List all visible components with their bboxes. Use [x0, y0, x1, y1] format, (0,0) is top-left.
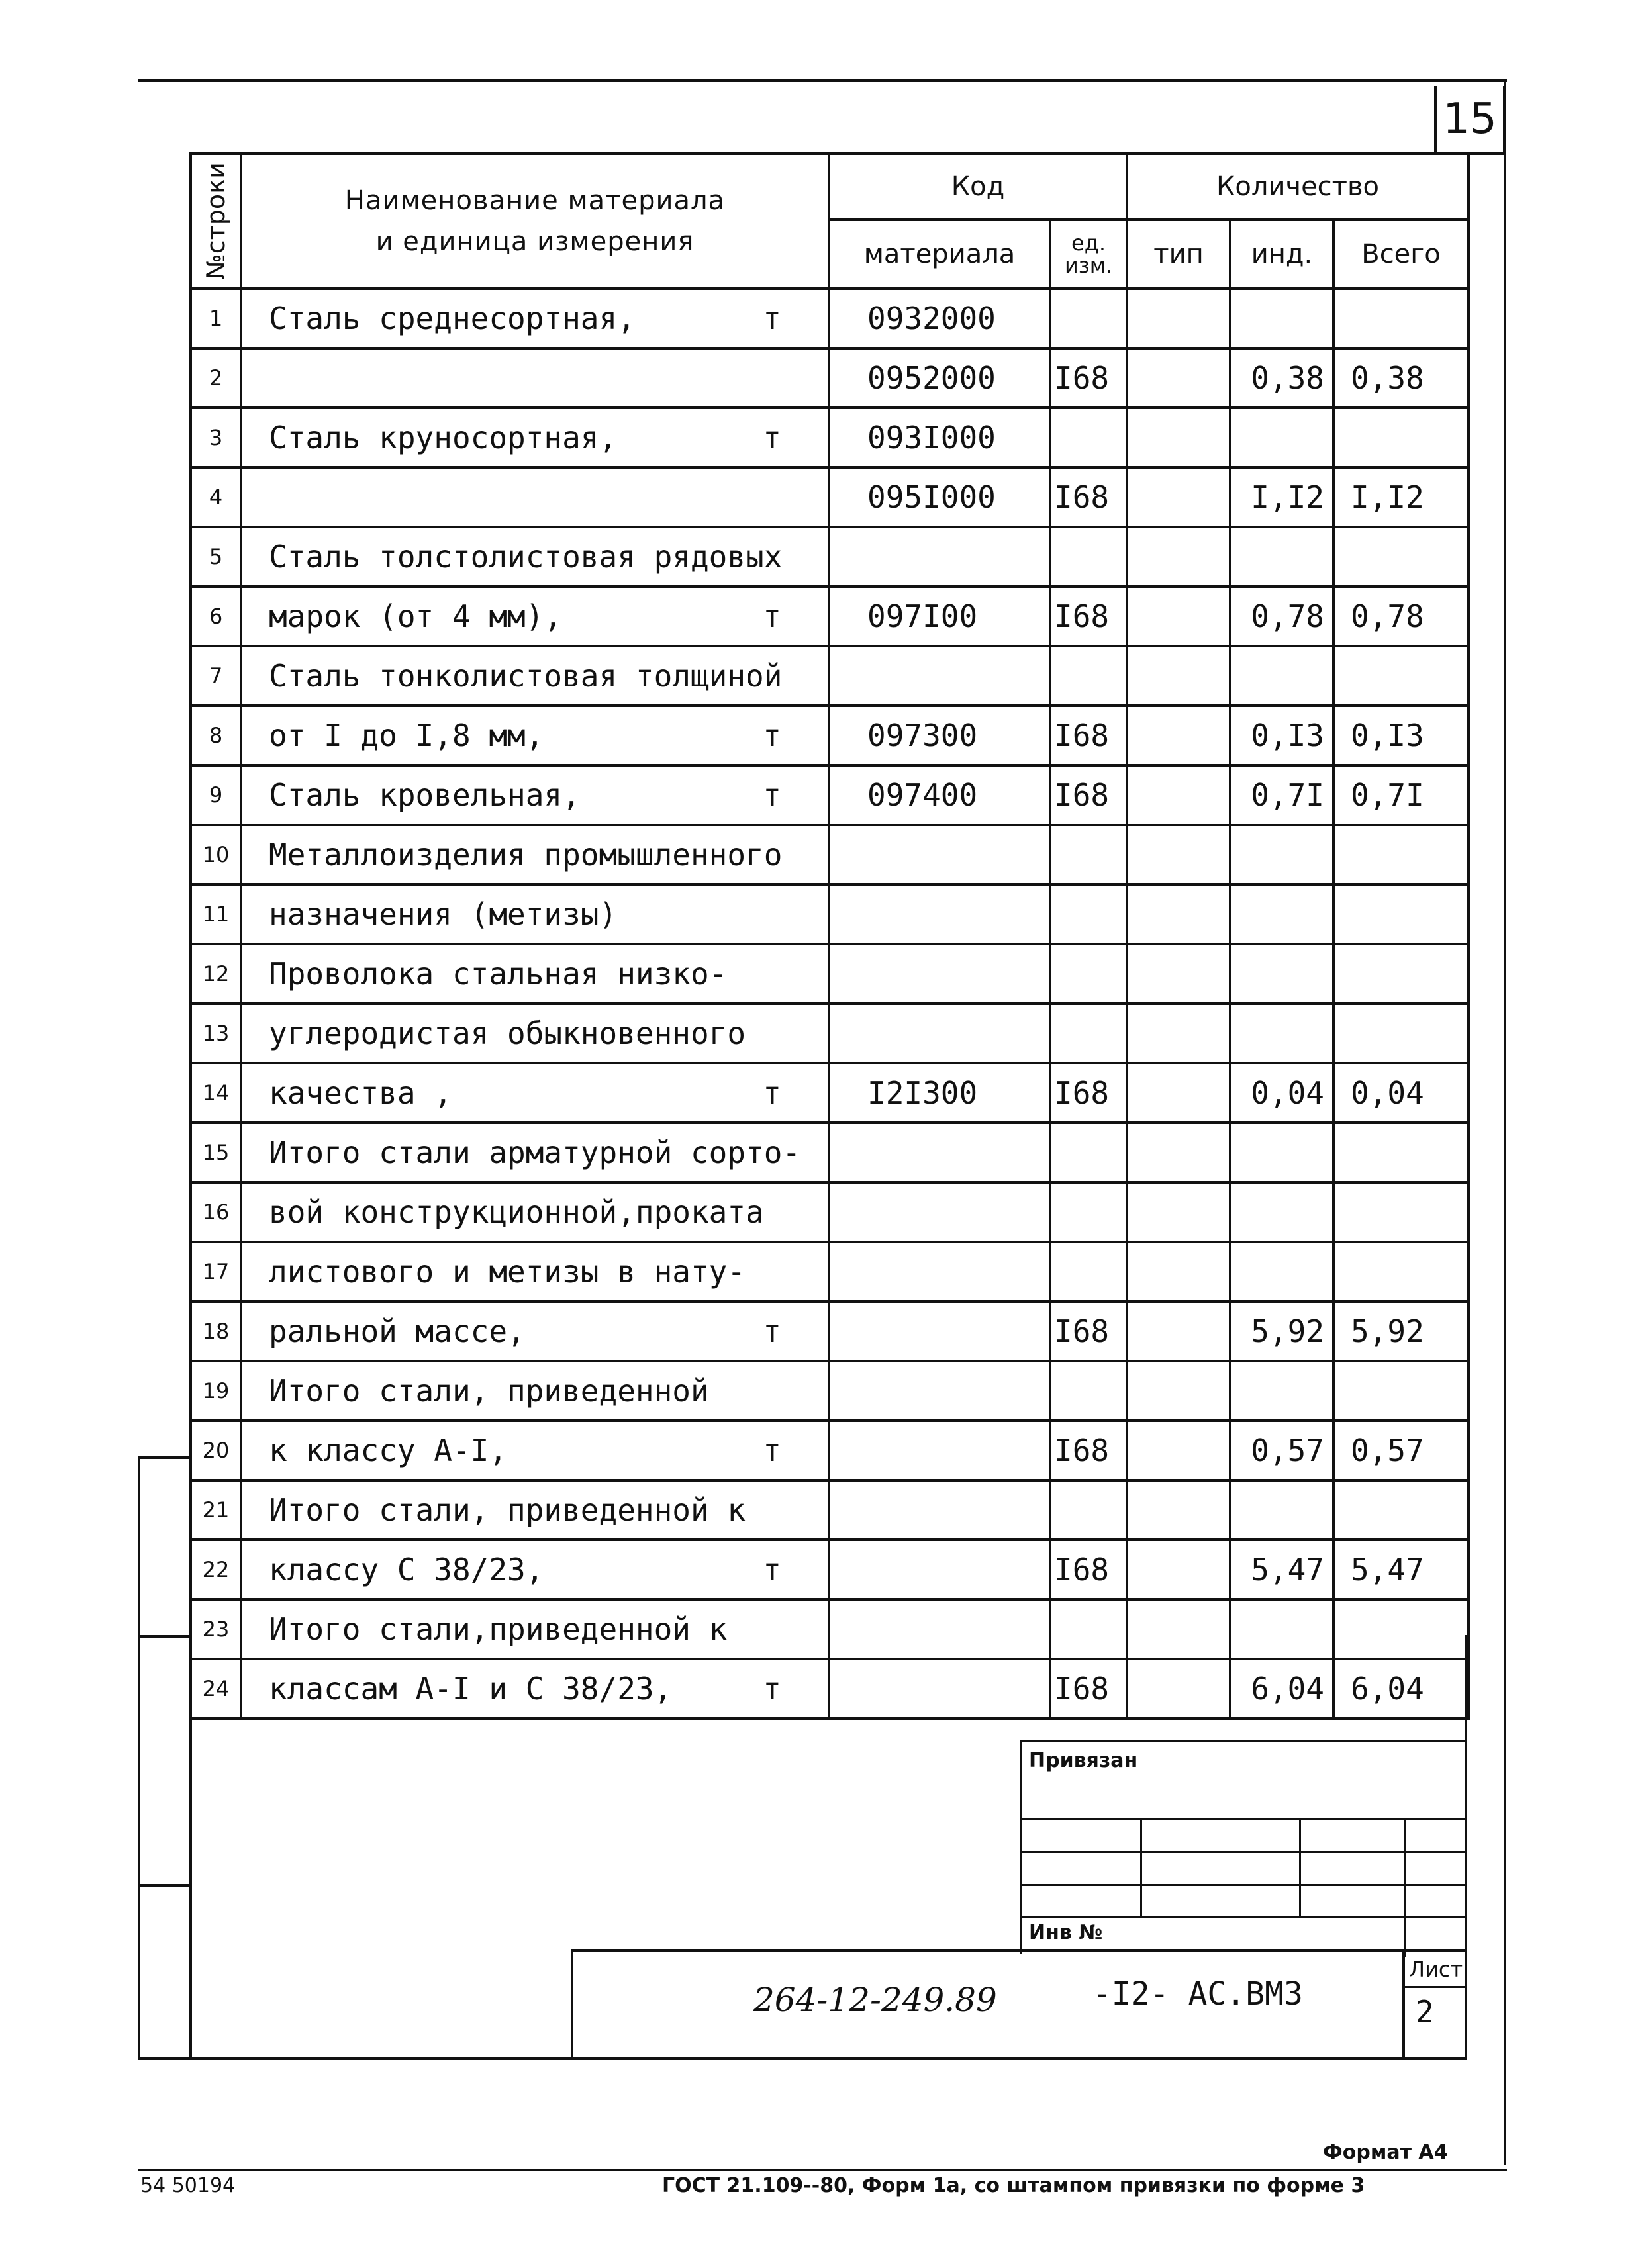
row-material-code: 095I000	[829, 467, 1050, 527]
top-border-line	[138, 79, 1507, 82]
row-qty-total: 0,04	[1333, 1063, 1469, 1123]
row-unit-code: I68	[1050, 587, 1127, 646]
material-name-header-line1: Наименование материала	[344, 185, 726, 216]
table-row	[191, 1599, 1469, 1659]
row-qty-ind: 0,04	[1230, 1063, 1333, 1123]
row-qty-ind: 5,92	[1230, 1301, 1333, 1361]
row-unit-code	[1050, 944, 1127, 1004]
row-unit-text: т	[763, 718, 781, 753]
row-name-text: Сталь среднесортная,	[269, 301, 636, 336]
row-name	[241, 646, 829, 706]
row-name-text: Итого стали арматурной сорто-	[269, 1135, 801, 1170]
row-qty-total	[1333, 944, 1469, 1004]
footer-line	[138, 2169, 1507, 2171]
row-number: 10	[191, 825, 241, 884]
row-qty-ind	[1230, 1182, 1333, 1242]
row-qty-type	[1127, 527, 1230, 587]
row-name	[241, 825, 829, 884]
row-number: 9	[191, 765, 241, 825]
row-qty-total	[1333, 527, 1469, 587]
row-number: 15	[191, 1123, 241, 1182]
row-number: 12	[191, 944, 241, 1004]
table-row	[191, 825, 1469, 884]
binding-strip-line	[138, 1456, 140, 2060]
table-row	[191, 467, 1469, 527]
row-qty-total	[1333, 408, 1469, 467]
row-name-text: Итого стали, приведенной	[269, 1373, 709, 1409]
row-qty-type	[1127, 1004, 1230, 1063]
row-number: 13	[191, 1004, 241, 1063]
row-qty-type	[1127, 1063, 1230, 1123]
row-number: 4	[191, 467, 241, 527]
row-number: 20	[191, 1421, 241, 1480]
format-label: Формат А4	[1323, 2141, 1448, 2164]
row-qty-type	[1127, 1421, 1230, 1480]
row-unit-text: т	[763, 1313, 781, 1349]
row-qty-total	[1333, 884, 1469, 944]
row-qty-ind: 0,38	[1230, 348, 1333, 408]
row-name-text: листового и метизы в нату-	[269, 1254, 746, 1290]
row-material-code	[829, 1659, 1050, 1719]
stamp-vline-3	[1404, 1818, 1406, 1957]
row-unit-text: т	[763, 1075, 781, 1111]
row-qty-ind: I,I2	[1230, 467, 1333, 527]
row-name	[241, 1182, 829, 1242]
code-unit-header: ед. изм.	[1050, 220, 1127, 289]
row-name	[241, 1063, 829, 1123]
table-row	[191, 884, 1469, 944]
row-name	[241, 706, 829, 765]
table-row	[191, 408, 1469, 467]
row-name	[241, 408, 829, 467]
row-name-text: ральной массе,	[269, 1313, 526, 1349]
row-number: 22	[191, 1540, 241, 1599]
row-unit-code	[1050, 1361, 1127, 1421]
row-name	[241, 1242, 829, 1301]
row-qty-ind: 0,78	[1230, 587, 1333, 646]
stamp-inv-label: Инв №	[1029, 1921, 1103, 1944]
binding-strip-mark	[138, 1884, 192, 1887]
table-row	[191, 348, 1469, 408]
row-unit-text: т	[763, 598, 781, 634]
row-name	[241, 765, 829, 825]
row-qty-total: 0,57	[1333, 1421, 1469, 1480]
row-qty-type	[1127, 825, 1230, 884]
row-name	[241, 1301, 829, 1361]
row-number: 18	[191, 1301, 241, 1361]
table-row	[191, 1242, 1469, 1301]
row-number: 5	[191, 527, 241, 587]
row-name-text: Сталь круносортная,	[269, 420, 618, 455]
row-name-text: Металлоизделия промышленного	[269, 837, 783, 873]
row-qty-total: 0,7I	[1333, 765, 1469, 825]
row-qty-ind	[1230, 1480, 1333, 1540]
row-name	[241, 1421, 829, 1480]
row-qty-ind	[1230, 1004, 1333, 1063]
row-qty-total: 5,47	[1333, 1540, 1469, 1599]
row-number: 1	[191, 289, 241, 348]
table-row	[191, 289, 1469, 348]
row-unit-code: I68	[1050, 765, 1127, 825]
row-name-text: назначения (метизы)	[269, 896, 618, 932]
row-qty-type	[1127, 765, 1230, 825]
row-number: 21	[191, 1480, 241, 1540]
row-qty-total	[1333, 825, 1469, 884]
row-qty-ind	[1230, 944, 1333, 1004]
row-material-code	[829, 527, 1050, 587]
row-unit-code: I68	[1050, 706, 1127, 765]
row-material-code	[829, 1480, 1050, 1540]
row-unit-code	[1050, 1480, 1127, 1540]
title-block	[571, 1949, 1467, 2060]
row-qty-ind	[1230, 1599, 1333, 1659]
row-qty-type	[1127, 706, 1230, 765]
row-qty-total: 6,04	[1333, 1659, 1469, 1719]
row-material-code	[829, 884, 1050, 944]
row-qty-ind	[1230, 408, 1333, 467]
row-qty-ind	[1230, 825, 1333, 884]
row-qty-ind	[1230, 527, 1333, 587]
row-name	[241, 1540, 829, 1599]
table-row	[191, 706, 1469, 765]
row-qty-total	[1333, 1242, 1469, 1301]
row-material-code	[829, 944, 1050, 1004]
row-qty-type	[1127, 1123, 1230, 1182]
row-qty-ind	[1230, 1242, 1333, 1301]
spec-table-body	[191, 289, 1469, 1719]
table-row	[191, 646, 1469, 706]
row-qty-total	[1333, 1123, 1469, 1182]
row-qty-ind	[1230, 646, 1333, 706]
row-number: 23	[191, 1599, 241, 1659]
material-name-header-line2: и единица измерения	[375, 226, 695, 257]
table-row	[191, 1301, 1469, 1361]
row-unit-code	[1050, 1242, 1127, 1301]
table-row	[191, 1540, 1469, 1599]
row-qty-type	[1127, 944, 1230, 1004]
row-unit-code	[1050, 1599, 1127, 1659]
row-qty-total: 0,38	[1333, 348, 1469, 408]
stamp-vline-1	[1140, 1818, 1142, 1917]
row-name	[241, 944, 829, 1004]
row-material-code	[829, 1361, 1050, 1421]
row-unit-text: т	[763, 777, 781, 813]
table-row	[191, 1421, 1469, 1480]
header-row-top	[191, 154, 1469, 220]
frame-left-line	[189, 1635, 192, 2060]
quantity-header: Количество	[1127, 154, 1469, 220]
row-qty-ind: 0,I3	[1230, 706, 1333, 765]
row-unit-code: I68	[1050, 1659, 1127, 1719]
table-row	[191, 587, 1469, 646]
row-qty-type	[1127, 289, 1230, 348]
row-unit-code: I68	[1050, 467, 1127, 527]
row-name	[241, 1659, 829, 1719]
row-qty-ind	[1230, 1361, 1333, 1421]
row-number: 17	[191, 1242, 241, 1301]
row-unit-code: I68	[1050, 1301, 1127, 1361]
row-name-text: от I до I,8 мм,	[269, 718, 544, 753]
row-qty-total	[1333, 1599, 1469, 1659]
row-unit-text: т	[763, 1671, 781, 1707]
right-border-line	[1504, 79, 1506, 2165]
row-qty-total: I,I2	[1333, 467, 1469, 527]
row-qty-ind: 0,7I	[1230, 765, 1333, 825]
row-material-code: I2I300	[829, 1063, 1050, 1123]
row-qty-type	[1127, 408, 1230, 467]
row-number: 19	[191, 1361, 241, 1421]
row-qty-type	[1127, 467, 1230, 527]
row-material-code	[829, 825, 1050, 884]
table-row	[191, 765, 1469, 825]
table-row	[191, 1182, 1469, 1242]
row-unit-code: I68	[1050, 1063, 1127, 1123]
row-qty-type	[1127, 1540, 1230, 1599]
row-number: 7	[191, 646, 241, 706]
gost-label: ГОСТ 21.109--80, Форм 1а, со штампом привязки по форме 3	[662, 2174, 1365, 2197]
row-material-code: 0952000	[829, 348, 1050, 408]
row-name-text: углеродистая обыкновенного	[269, 1016, 746, 1051]
qty-total-header: Всего	[1333, 220, 1469, 289]
table-row	[191, 527, 1469, 587]
material-name-header	[241, 154, 829, 289]
row-material-code: 093I000	[829, 408, 1050, 467]
row-name-text: Сталь толстолистовая рядовых	[269, 539, 783, 575]
row-number-header	[191, 154, 241, 289]
row-name	[241, 884, 829, 944]
page-number: 15	[1434, 86, 1506, 155]
row-name	[241, 1480, 829, 1540]
row-name-text: марок (от 4 мм),	[269, 598, 563, 634]
row-name-text: Сталь тонколистовая толщиной	[269, 658, 783, 694]
row-qty-ind	[1230, 1123, 1333, 1182]
row-material-code	[829, 1540, 1050, 1599]
row-name-text: Проволока стальная низко-	[269, 956, 728, 992]
sheet-label: Лист	[1409, 1957, 1463, 1982]
row-material-code: 097400	[829, 765, 1050, 825]
row-qty-total: 5,92	[1333, 1301, 1469, 1361]
table-row	[191, 944, 1469, 1004]
row-name	[241, 289, 829, 348]
row-unit-code	[1050, 825, 1127, 884]
row-unit-code	[1050, 1182, 1127, 1242]
row-name	[241, 348, 829, 408]
row-unit-code: I68	[1050, 1540, 1127, 1599]
row-qty-ind	[1230, 289, 1333, 348]
row-material-code: 097300	[829, 706, 1050, 765]
row-qty-type	[1127, 1361, 1230, 1421]
row-unit-code: I68	[1050, 1421, 1127, 1480]
row-material-code	[829, 1182, 1050, 1242]
row-number: 11	[191, 884, 241, 944]
row-material-code	[829, 1301, 1050, 1361]
row-number-header-text: №строки	[201, 162, 230, 280]
row-qty-type	[1127, 348, 1230, 408]
row-unit-code	[1050, 884, 1127, 944]
qty-type-header: тип	[1127, 220, 1230, 289]
row-qty-type	[1127, 1480, 1230, 1540]
row-number: 14	[191, 1063, 241, 1123]
row-unit-text: т	[763, 1552, 781, 1587]
row-name	[241, 1599, 829, 1659]
stamp-line-1	[1022, 1818, 1467, 1820]
row-qty-type	[1127, 1242, 1230, 1301]
row-material-code	[829, 1242, 1050, 1301]
row-qty-ind: 0,57	[1230, 1421, 1333, 1480]
row-unit-code	[1050, 289, 1127, 348]
row-material-code: 097I00	[829, 587, 1050, 646]
row-unit-code	[1050, 646, 1127, 706]
row-unit-text: т	[763, 1433, 781, 1468]
row-number: 24	[191, 1659, 241, 1719]
row-qty-type	[1127, 646, 1230, 706]
row-qty-total	[1333, 1004, 1469, 1063]
row-qty-type	[1127, 1182, 1230, 1242]
row-name	[241, 587, 829, 646]
row-name-text: Итого стали, приведенной к	[269, 1492, 746, 1528]
row-unit-code	[1050, 1123, 1127, 1182]
row-name-text: к классу А-I,	[269, 1433, 508, 1468]
row-unit-text: т	[763, 420, 781, 455]
footer-left-code: 54 50194	[140, 2174, 236, 2197]
row-number: 6	[191, 587, 241, 646]
row-qty-total: 0,78	[1333, 587, 1469, 646]
row-qty-total	[1333, 1182, 1469, 1242]
row-qty-total: 0,I3	[1333, 706, 1469, 765]
row-number: 8	[191, 706, 241, 765]
row-qty-type	[1127, 1599, 1230, 1659]
stamp-line-2	[1022, 1851, 1467, 1853]
table-row	[191, 1361, 1469, 1421]
code-material-header: материала	[829, 220, 1050, 289]
frame-mid-line	[138, 1635, 192, 1638]
stamp-line-3	[1022, 1884, 1467, 1886]
stamp-vline-2	[1299, 1818, 1301, 1917]
table-row	[191, 1063, 1469, 1123]
row-number: 3	[191, 408, 241, 467]
row-name	[241, 1123, 829, 1182]
row-unit-text: т	[763, 301, 781, 336]
row-qty-type	[1127, 1659, 1230, 1719]
row-qty-ind: 5,47	[1230, 1540, 1333, 1599]
row-unit-code	[1050, 408, 1127, 467]
sheet-cell-divider	[1402, 1986, 1467, 1988]
sheet-number: 2	[1416, 1994, 1434, 2030]
row-name-text: классу С 38/23,	[269, 1552, 544, 1587]
row-material-code	[829, 1004, 1050, 1063]
row-qty-type	[1127, 587, 1230, 646]
qty-ind-header: инд.	[1230, 220, 1333, 289]
table-row	[191, 1004, 1469, 1063]
row-name	[241, 1361, 829, 1421]
row-qty-total	[1333, 1361, 1469, 1421]
row-name-text: вой конструкционной,проката	[269, 1194, 764, 1230]
row-unit-code	[1050, 1004, 1127, 1063]
row-material-code	[829, 1123, 1050, 1182]
row-name	[241, 1004, 829, 1063]
material-spec-table	[189, 152, 1470, 1720]
row-name	[241, 527, 829, 587]
row-unit-code	[1050, 527, 1127, 587]
table-row	[191, 1659, 1469, 1719]
row-qty-type	[1127, 1301, 1230, 1361]
row-qty-ind	[1230, 884, 1333, 944]
code-header: Код	[829, 154, 1127, 220]
row-qty-type	[1127, 884, 1230, 944]
row-name-text: Сталь кровельная,	[269, 777, 581, 813]
stamp-line-4	[1022, 1916, 1467, 1918]
doc-code: -I2- АС.ВМЗ	[1092, 1975, 1303, 2012]
row-qty-ind: 6,04	[1230, 1659, 1333, 1719]
doc-code-handwritten: 264-12-249.89	[753, 1981, 997, 2019]
row-number: 16	[191, 1182, 241, 1242]
row-material-code	[829, 1599, 1050, 1659]
row-material-code	[829, 1421, 1050, 1480]
stamp-privyazan-label: Привязан	[1029, 1749, 1138, 1772]
row-qty-total	[1333, 1480, 1469, 1540]
row-name	[241, 467, 829, 527]
row-name-text: качества ,	[269, 1075, 452, 1111]
row-material-code: 0932000	[829, 289, 1050, 348]
row-material-code	[829, 646, 1050, 706]
sheet-cell-line	[1402, 1952, 1405, 2060]
table-row	[191, 1123, 1469, 1182]
row-name-text: Итого стали,приведенной к	[269, 1611, 728, 1647]
table-row	[191, 1480, 1469, 1540]
binding-strip-top	[138, 1456, 192, 1459]
row-number: 2	[191, 348, 241, 408]
row-qty-total	[1333, 646, 1469, 706]
row-name-text: классам А-I и С 38/23,	[269, 1671, 673, 1707]
row-unit-code: I68	[1050, 348, 1127, 408]
binding-stamp	[1020, 1740, 1467, 1954]
row-qty-total	[1333, 289, 1469, 348]
